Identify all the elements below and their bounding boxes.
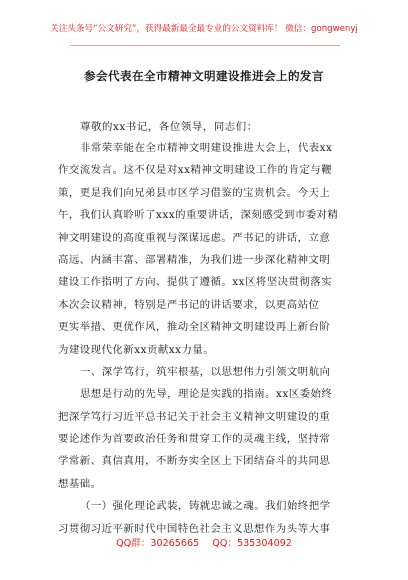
body-line: 要论述作为首要政治任务和贯穿工作的灵魂主线，坚持常 xyxy=(58,433,331,446)
header-divider xyxy=(70,45,340,46)
body-line: 本次会议精神，特别是严书记的讲话要求，以更高站位 xyxy=(58,298,320,311)
body-line: 非常荣幸能在全市精神文明建设推进大会上，代表xx xyxy=(80,142,333,154)
body-line: 建设工作指明了方向、提供了遵循。xx区将坚决贯彻落实 xyxy=(58,276,333,289)
document-title: 参会代表在全市精神文明建设推进会上的发言 xyxy=(84,69,324,83)
body-line: 更实举措、更优作风，推动全区精神文明建设再上新台阶 xyxy=(58,321,331,334)
qq-number: QQ：535304092 xyxy=(212,538,292,549)
top-banner: 关注头条号“公文研究”，获得最新最全最专业的公文资料库！ 微信：gongwenyj xyxy=(50,24,358,34)
document-body xyxy=(58,137,358,540)
qq-group-number: QQ群：30265665 xyxy=(116,538,200,549)
subsection-heading: （一）强化理论武装，铸就忠诚之魂。我们始终把学 xyxy=(80,500,331,513)
body-line: 习贯彻习近平新时代中国特色社会主义思想作为头等大事 xyxy=(58,522,331,535)
body-line: 为建设现代化新xx贡献xx力量。 xyxy=(58,343,215,356)
body-line: 想基础。 xyxy=(58,477,102,490)
body-line: 神文明建设的高度重视与深谋远虑。严书记的讲话，立意 xyxy=(58,231,331,244)
body-line: 作交流发言。这不仅是对xx精神文明建设工作的肯定与鞭 xyxy=(58,164,333,177)
footer-contact xyxy=(0,535,408,549)
greeting: 尊敬的xx书记，各位领导，同志们： xyxy=(80,121,258,133)
body-line: 午，我们认真聆听了xxx的重要讲话，深刻感受到市委对精 xyxy=(58,209,339,222)
body-line: 学常新、真信真用，不断夯实全区上下团结奋斗的共同思 xyxy=(58,455,331,468)
body-line: 策，更是我们向兄弟县市区学习借鉴的宝贵机会。今天上 xyxy=(58,186,331,199)
section-heading: 一、深学笃行，筑牢根基，以思想伟力引领文明航向 xyxy=(80,365,331,378)
body-line: 把深学笃行习近平总书记关于社会主义精神文明建设的重 xyxy=(58,410,331,423)
body-line: 高远、内涵丰富、部署精准，为我们进一步深化精神文明 xyxy=(58,253,331,266)
body-line: 思想是行动的先导，理论是实践的指南。xx区委始终 xyxy=(80,388,333,401)
